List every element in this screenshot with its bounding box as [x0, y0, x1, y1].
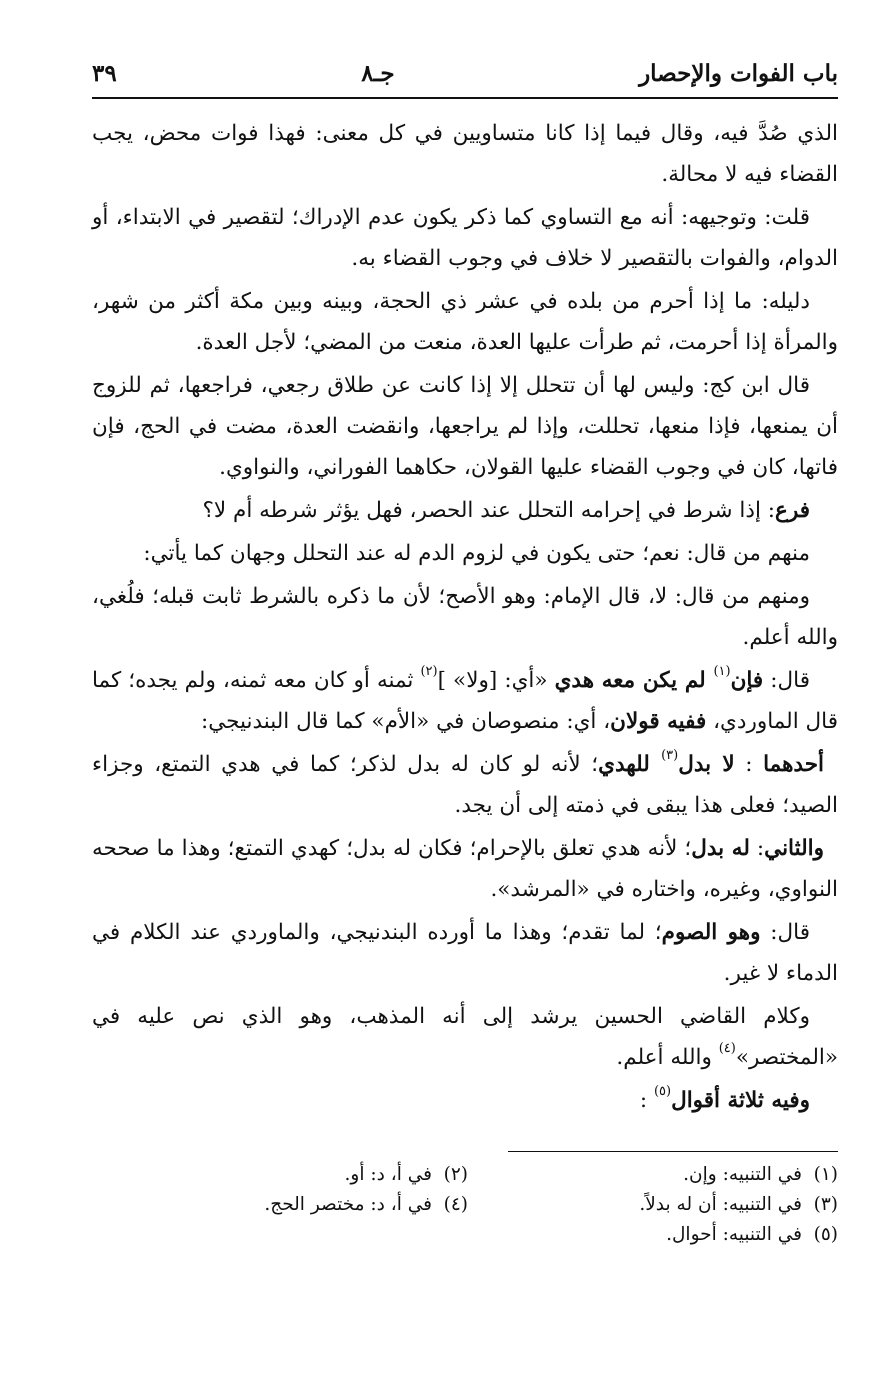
footnote-number: (٢): [443, 1164, 468, 1185]
paragraph-11: [92, 912, 838, 994]
footnote-text: في أ، د: أو.: [344, 1164, 432, 1185]
page-number: ٣٩: [92, 60, 117, 87]
footnote-row: [92, 1220, 838, 1250]
footnote-ref-5: (٥): [653, 1083, 672, 1099]
footnote-5: [468, 1220, 838, 1250]
paragraph-10: [92, 828, 838, 910]
book-page: [92, 60, 838, 1250]
paragraph-2: قلت: وتوجيهه: أنه مع التساوي كما ذكر يكون عدم الإدراك؛ لتقصير في الابتداء، أو الدوام، والفوات بالتقصير لا خلاف في وجوب القضاء به.: [92, 205, 838, 271]
paragraph-5-text: : إذا شرط في إحرامه التحلل عند الحصر، فهل يؤثر شرطه أم لا؟: [202, 498, 776, 523]
paragraph-7: ومنهم من قال: لا، قال الإمام: وهو الأصح؛ لأن ما ذكره بالشرط ثابت قبله؛ فلُغي، والله أعلم.: [92, 584, 838, 650]
bold-run: لم يكن معه هدي: [554, 668, 714, 693]
volume-label: جـ٨: [361, 60, 395, 87]
bold-run: وفيه ثلاثة أقوال: [671, 1088, 810, 1113]
branch-label: فرع: [775, 498, 810, 523]
bold-run: لا بدل: [678, 752, 735, 777]
text-run: وكلام القاضي الحسين يرشد إلى أنه المذهب، وهو الذي نص عليه في «المختصر»: [92, 1004, 838, 1070]
footnote-text: في التنبيه: أحوال.: [666, 1224, 802, 1245]
text-run: «أي: [ولا» ]: [437, 668, 555, 693]
chapter-title: باب الفوات والإحصار: [639, 60, 838, 87]
footnote-4: [98, 1190, 468, 1220]
footnote-1: [468, 1160, 838, 1190]
paragraph-13: [92, 1080, 838, 1121]
paragraph-4: قال ابن كج: وليس لها أن تتحلل إلا إذا كانت عن طلاق رجعي، فراجعها، ثم للزوج أن يمنعها، فإذا منعها، تحللت، وإذا لم يراجعها، وانقضت العدة، مضت في الحج، فإن فاتها، كان في وجوب القضاء عليها القولان، حكاهما الفوراني، والنواوي.: [92, 373, 838, 480]
footnote-number: (١): [813, 1164, 838, 1185]
text-run: قال:: [760, 920, 811, 945]
text-run: قال:: [763, 668, 810, 693]
paragraph-1: الذي صُدَّ فيه، وقال فيما إذا كانا متساويين في كل معنى: فهذا فوات محض، يجب القضاء فيه لا محالة.: [92, 121, 838, 187]
footnote-ref-3: (٣): [661, 747, 679, 763]
footnote-number: (٤): [443, 1194, 468, 1215]
text-run: :: [749, 836, 765, 861]
text-run: ؛ لما تقدم؛ وهذا ما أورده البندنيجي، والماوردي عند الكلام في الدماء لا غير.: [92, 920, 838, 986]
bold-run: فإن: [730, 668, 764, 693]
text-run: ثمنه أو كان معه ثمنه، ولم يجده؛ كما قال الماوردي،: [92, 668, 838, 734]
footnote-row: [92, 1160, 838, 1190]
bold-run: ففيه قولان: [610, 709, 707, 734]
text-run: والله أعلم.: [616, 1045, 719, 1070]
bold-run: للهدي: [598, 752, 662, 777]
footnote-row: [92, 1190, 838, 1220]
bold-run: له بدل: [691, 836, 750, 861]
bold-run: وهو الصوم: [661, 920, 761, 945]
footnote-2: [98, 1160, 468, 1190]
footnote-text: في أ، د: مختصر الحج.: [264, 1194, 432, 1215]
text-run: ، أي: منصوصان في «الأم» كما قال البندنيجي:: [200, 709, 611, 734]
footnote-ref-2: (٢): [420, 663, 438, 679]
paragraph-6: منهم من قال: نعم؛ حتى يكون في لزوم الدم له عند التحلل وجهان كما يأتي:: [143, 541, 810, 566]
paragraph-9: [92, 744, 838, 826]
footnote-3: [468, 1190, 838, 1220]
text-run: :: [639, 1088, 654, 1113]
paragraph-12: [92, 996, 838, 1078]
page-body: [92, 113, 838, 1121]
footnote-divider: [508, 1151, 838, 1152]
paragraph-3: دليله: ما إذا أحرم من بلده في عشر ذي الحجة، وبينه وبين مكة أكثر من شهر، والمرأة إذا أحرمت، ثم طرأت عليها العدة، منعت من المضي؛ لأجل العدة.: [92, 289, 838, 355]
running-header: [92, 60, 838, 99]
text-run: :: [734, 752, 764, 777]
paragraph-8: [92, 660, 838, 742]
bold-run: والثاني: [764, 836, 825, 861]
footnote-ref-4: (٤): [718, 1040, 736, 1056]
footnote-number: (٣): [813, 1194, 838, 1215]
footnotes: [92, 1160, 838, 1250]
paragraph-5: [92, 490, 838, 531]
bold-run: أحدهما: [763, 752, 824, 777]
footnote-number: (٥): [813, 1224, 838, 1245]
text-run: ؛ لأنه لو كان له بدل لذكر؛ كما في هدي التمتع، وجزاء الصيد؛ فعلى هذا يبقى في ذمته إلى أن يجد.: [92, 752, 838, 818]
footnote-ref-1: (١): [713, 663, 731, 679]
footnote-text: في التنبيه: أن له بدلاً.: [639, 1194, 802, 1215]
footnote-text: في التنبيه: وإن.: [683, 1164, 802, 1185]
text-run: ؛ لأنه هدي تعلق بالإحرام؛ فكان له بدل؛ كهدي التمتع؛ وهذا ما صححه النواوي، وغيره، واختاره في «المرشد».: [92, 836, 838, 902]
